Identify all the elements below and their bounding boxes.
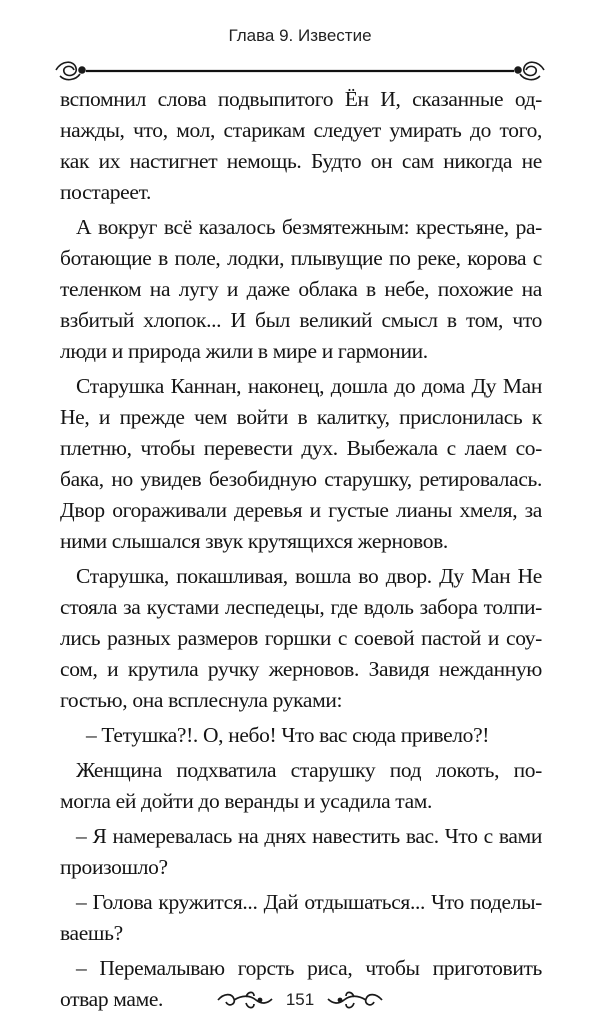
text-line: как их настигнет немощь. Будто он сам никогда не [60, 149, 542, 173]
text-line: теленком на лугу и даже облака в небе, похожие на [60, 277, 542, 301]
text-line: Женщина подхватила старушку под локоть, по- [76, 758, 542, 782]
text-line: лись разных размеров горшки с соевой пастой и соу- [60, 626, 542, 650]
header-divider [52, 56, 548, 86]
flourish-icon [56, 62, 85, 79]
text-line: ваешь? [60, 921, 123, 945]
text-line: ботающие в поле, лодки, плывущие по реке, корова с [60, 246, 542, 270]
page-number: 151 [285, 990, 315, 1009]
text-line: – Голова кружится... Дай отдышаться... Что поделы- [76, 890, 542, 914]
text-line: – Я намеревалась на днях навестить вас. Что с вами [76, 824, 542, 848]
text-line: нажды, что, мол, старикам следует умирать до того, [60, 118, 542, 142]
page-footer [0, 980, 600, 1020]
text-line: Старушка, покашливая, вошла во двор. Ду Ман Не [76, 564, 542, 588]
flourish-icon [326, 989, 384, 1011]
text-line: отвар маме. [60, 987, 164, 1011]
running-header: Глава 9. Известие [228, 26, 372, 45]
text-line: плетню, чтобы перевести дух. Выбежала с лаем со- [60, 436, 542, 460]
text-line: Старушка Каннан, наконец, дошла до дома Ду Ман [76, 374, 542, 398]
flourish-icon [515, 62, 544, 79]
text-line: Двор огораживали деревья и густые лианы хмеля, за [60, 498, 542, 522]
text-line: А вокруг всё казалось безмятежным: крестьяне, ра- [76, 215, 542, 239]
text-line: стояла за кустами леспедецы, где вдоль забора толпи- [60, 595, 542, 619]
flourish-icon [216, 989, 274, 1011]
text-line: – Перемалываю горсть риса, чтобы приготовить [76, 956, 542, 980]
text-line: Не, и прежде чем войти в калитку, прислонилась к [60, 405, 542, 429]
text-line: сом, и крутила ручку жерновов. Завидя нежданную [60, 657, 542, 681]
text-line: гостью, она всплеснула руками: [60, 688, 343, 712]
text-line: бака, но увидев безобидную старушку, ретировалась. [60, 467, 542, 491]
text-line: ними слышался звук крутящихся жерновов. [60, 529, 448, 553]
text-line: произошло? [60, 855, 168, 879]
text-line: люди и природа жили в мире и гармонии. [60, 339, 428, 363]
text-line: – Тетушка?!. О, небо! Что вас сюда привело?! [86, 723, 490, 747]
text-line: могла ей дойти до веранды и усадила там. [60, 789, 433, 813]
text-line: постареет. [60, 180, 152, 204]
text-line: взбитый хлопок... И был великий смысл в том, что [60, 308, 542, 332]
body-text [60, 84, 542, 1015]
text-line: вспомнил слова подвыпитого Ён И, сказанные од- [60, 87, 542, 111]
